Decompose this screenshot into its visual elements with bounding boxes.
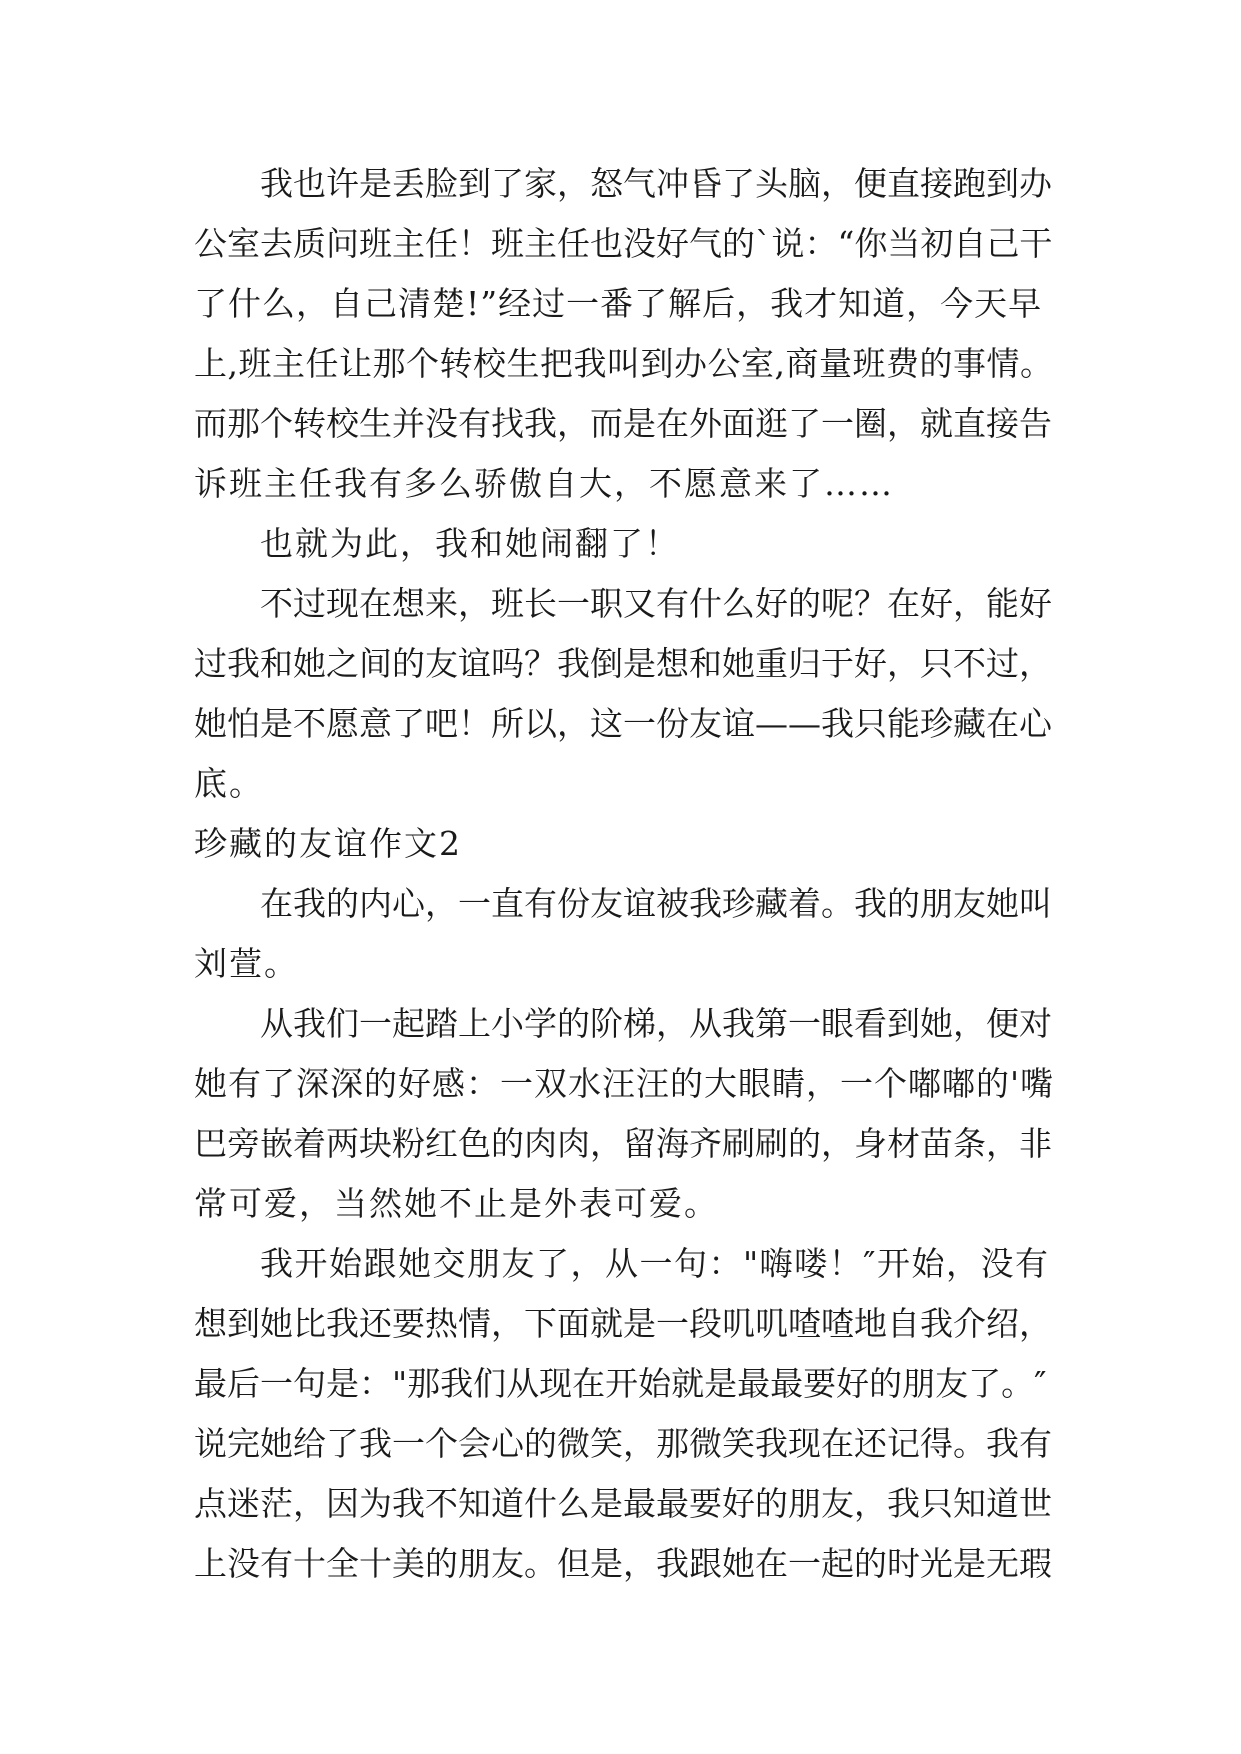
text-line: 她怕是不愿意了吧！所以，这一份友谊——我只能珍藏在心: [194, 704, 1052, 743]
text-line: 点迷茫，因为我不知道什么是最最要好的朋友，我只知道世: [194, 1484, 1052, 1523]
document-body: [194, 154, 1054, 1594]
text-line: 她有了深深的好感：一双水汪汪的大眼睛，一个嘟嘟的'嘴: [194, 1064, 1055, 1103]
text-line: 说完她给了我一个会心的微笑，那微笑我现在还记得。我有: [194, 1424, 1052, 1463]
text-line: 也就为此，我和她闹翻了！: [260, 524, 680, 563]
text-line: 我也许是丢脸到了家，怒气冲昏了头脑，便直接跑到办: [260, 164, 1052, 203]
text-line: 巴旁嵌着两块粉红色的肉肉，留海齐刷刷的，身材苗条，非: [194, 1124, 1052, 1163]
text-line: 在我的内心，一直有份友谊被我珍藏着。我的朋友她叫: [260, 884, 1052, 923]
text-line: 常可爱，当然她不止是外表可爱。: [194, 1184, 719, 1223]
text-line: 想到她比我还要热情，下面就是一段叽叽喳喳地自我介绍，: [194, 1304, 1052, 1343]
text-line: 公室去质问班主任！班主任也没好气的`说：“你当初自己干: [194, 224, 1053, 263]
text-line: 从我们一起踏上小学的阶梯，从我第一眼看到她，便对: [260, 1004, 1052, 1043]
text-line: 上没有十全十美的朋友。但是，我跟她在一起的时光是无瑕: [194, 1544, 1052, 1583]
text-line: 底。: [194, 764, 264, 803]
text-line: 刘萱。: [194, 944, 299, 983]
text-line: 我开始跟她交朋友了，从一句："嗨喽！″开始，没有: [260, 1244, 1050, 1283]
text-line: 过我和她之间的友谊吗？我倒是想和她重归于好，只不过，: [194, 644, 1052, 683]
text-line: 诉班主任我有多么骄傲自大，不愿意来了……: [194, 464, 894, 503]
text-line: 不过现在想来，班长一职又有什么好的呢？在好，能好: [260, 584, 1052, 623]
text-line: 上,班主任让那个转校生把我叫到办公室,商量班费的事情。: [194, 344, 1054, 383]
text-line: 而那个转校生并没有找我，而是在外面逛了一圈，就直接告: [194, 404, 1052, 443]
text-line: 最后一句是："那我们从现在开始就是最最要好的朋友了。″: [194, 1364, 1047, 1403]
text-line: 了什么，自己清楚!”经过一番了解后，我才知道，今天早: [194, 284, 1043, 323]
text-line: 珍藏的友谊作文2: [194, 824, 462, 863]
